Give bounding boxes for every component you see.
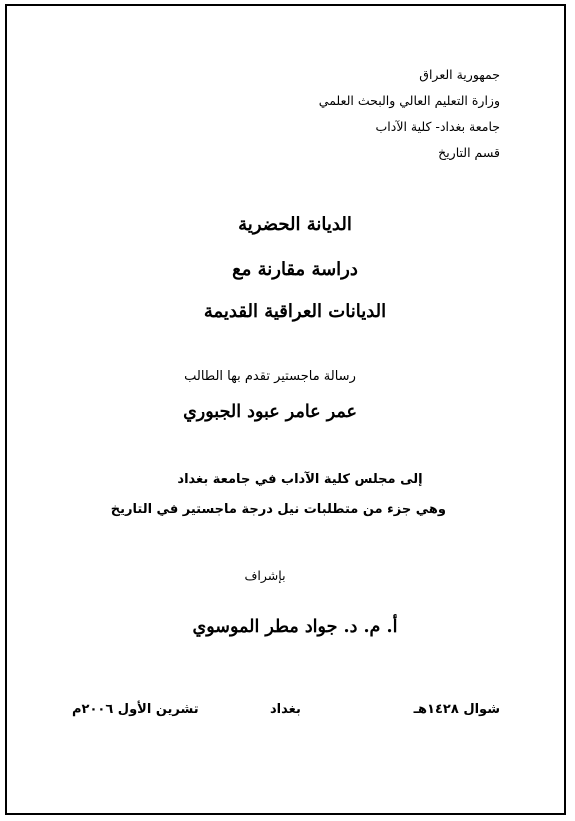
department-name: قسم التاريخ [438,145,500,160]
thesis-intro: رسالة ماجستير تقدم بها الطالب [184,369,356,384]
thesis-title-line-2: دراسة مقارنة مع [232,259,358,280]
supervisor-name: أ. م. د. جواد مطر الموسوي [192,617,398,637]
degree-statement: وهي جزء من متطلبات نيل درجة ماجستير في التاريخ [110,502,446,517]
university-name: جامعة بغداد- كلية الآداب [375,119,500,134]
thesis-title-line-1: الديانة الحضرية [238,214,352,235]
institution-header [319,62,500,166]
city-name: بغداد [270,702,301,717]
council-statement: إلى مجلس كلية الآداب في جامعة بغداد [177,472,423,487]
ministry-name: وزارة التعليم العالي والبحث العلمي [318,93,500,108]
hijri-date: شوال ١٤٢٨هـ [413,702,500,717]
supervision-label: بإشراف [244,568,286,583]
gregorian-date: تشرين الأول ٢٠٠٦م [72,702,199,717]
thesis-title-line-3: الديانات العراقية القديمة [203,301,387,322]
republic-name: جمهورية العراق [419,67,500,82]
author-name: عمر عامر عبود الجبوري [183,402,357,422]
